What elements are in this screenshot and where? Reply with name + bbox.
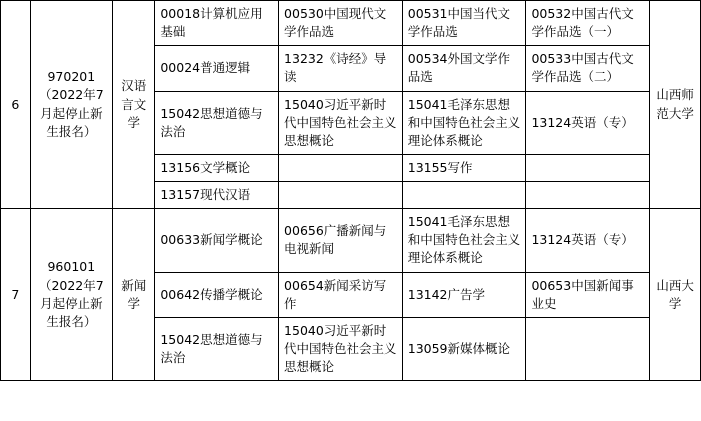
course-cell: 13155写作	[402, 154, 526, 181]
course-cell-empty	[279, 182, 403, 209]
major-code: 960101（2022年7月起停止新生报名）	[30, 209, 112, 381]
course-cell: 13142广告学	[402, 272, 526, 317]
course-cell: 15042思想道德与法治	[155, 317, 279, 380]
course-cell-empty	[526, 317, 650, 380]
row-index: 7	[1, 209, 31, 381]
course-cell: 13124英语（专）	[526, 91, 650, 154]
course-cell: 00654新闻采访写作	[279, 272, 403, 317]
course-cell: 00633新闻学概论	[155, 209, 279, 272]
major-code: 970201（2022年7月起停止新生报名）	[30, 1, 112, 209]
exam-school: 山西大学	[650, 209, 701, 381]
course-cell: 15040习近平新时代中国特色社会主义思想概论	[279, 317, 403, 380]
exam-school: 山西师范大学	[650, 1, 701, 209]
course-cell: 13156文学概论	[155, 154, 279, 181]
major-name: 汉语言文学	[113, 1, 155, 209]
table-row	[1, 1, 701, 46]
course-cell: 15041毛泽东思想和中国特色社会主义理论体系概论	[402, 91, 526, 154]
course-cell: 00653中国新闻事业史	[526, 272, 650, 317]
course-cell: 00530中国现代文学作品选	[279, 1, 403, 46]
major-name: 新闻学	[113, 209, 155, 381]
course-cell: 00533中国古代文学作品选（二）	[526, 46, 650, 91]
course-cell: 00531中国当代文学作品选	[402, 1, 526, 46]
course-cell: 15042思想道德与法治	[155, 91, 279, 154]
course-cell: 13232《诗经》导读	[279, 46, 403, 91]
course-cell: 13124英语（专）	[526, 209, 650, 272]
row-index: 6	[1, 1, 31, 209]
course-cell-empty	[526, 154, 650, 181]
course-cell-empty	[402, 182, 526, 209]
course-cell-empty	[526, 182, 650, 209]
course-cell: 00534外国文学作品选	[402, 46, 526, 91]
course-cell: 00656广播新闻与电视新闻	[279, 209, 403, 272]
course-cell: 13059新媒体概论	[402, 317, 526, 380]
course-cell: 00532中国古代文学作品选（一）	[526, 1, 650, 46]
course-cell: 00024普通逻辑	[155, 46, 279, 91]
table-row	[1, 209, 701, 272]
course-cell-empty	[279, 154, 403, 181]
course-cell: 13157现代汉语	[155, 182, 279, 209]
course-cell: 00642传播学概论	[155, 272, 279, 317]
course-cell: 15040习近平新时代中国特色社会主义思想概论	[279, 91, 403, 154]
course-cell: 00018计算机应用基础	[155, 1, 279, 46]
course-cell: 15041毛泽东思想和中国特色社会主义理论体系概论	[402, 209, 526, 272]
